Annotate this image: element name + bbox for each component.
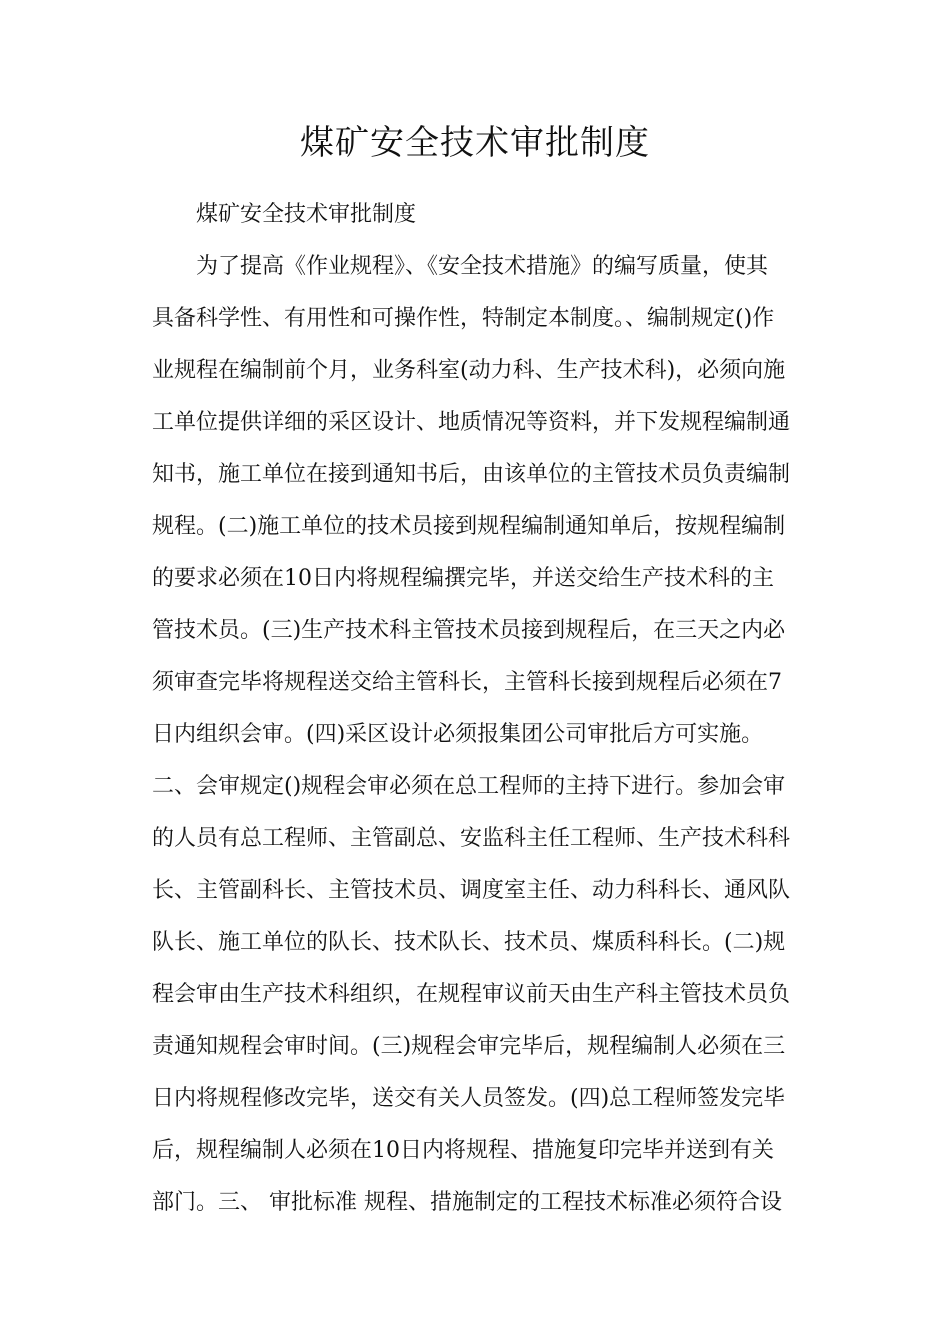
paragraph-line: 队长、施工单位的队长、技术队长、技术员、煤质科科长。(二)规 — [152, 930, 786, 955]
paragraph-line: 为了提高《作业规程》、《安全技术措施》的编写质量，使其 — [196, 254, 769, 279]
paragraph-line: 的人员有总工程师、主管副总、安监科主任工程师、生产技术科科 — [152, 826, 791, 851]
paragraph-line: 后，规程编制人必须在10日内将规程、措施复印完毕并送到有关 — [152, 1138, 774, 1163]
paragraph-line: 二、会审规定()规程会审必须在总工程师的主持下进行。参加会审 — [152, 774, 786, 799]
paragraph-line: 长、主管副科长、主管技术员、调度室主任、动力科科长、通风队 — [152, 878, 791, 903]
paragraph-line: 管技术员。(三)生产技术科主管技术员接到规程后，在三天之内必 — [152, 618, 786, 643]
paragraph-line: 工单位提供详细的采区设计、地质情况等资料，并下发规程编制通 — [152, 410, 791, 435]
paragraph-line: 日内将规程修改完毕，送交有关人员签发。(四)总工程师签发完毕 — [152, 1086, 786, 1111]
paragraph-line: 业规程在编制前个月，业务科室(动力科、生产技术科)，必须向施 — [152, 358, 786, 383]
paragraph-line: 须审查完毕将规程送交给主管科长，主管科长接到规程后必须在7 — [152, 670, 782, 695]
document-subtitle: 煤矿安全技术审批制度 — [196, 202, 417, 227]
paragraph-line: 程会审由生产技术科组织，在规程审议前天由生产科主管技术员负 — [152, 982, 791, 1007]
paragraph-line: 具备科学性、有用性和可操作性，特制定本制度。、编制规定()作 — [152, 306, 775, 331]
paragraph-line: 的要求必须在10日内将规程编撰完毕，并送交给生产技术科的主 — [152, 566, 774, 591]
document-title: 煤矿安全技术审批制度 — [300, 123, 650, 163]
paragraph-line: 知书，施工单位在接到通知书后，由该单位的主管技术员负责编制 — [152, 462, 791, 487]
paragraph-line: 责通知规程会审时间。(三)规程会审完毕后，规程编制人必须在三 — [152, 1034, 786, 1059]
paragraph-line: 规程。(二)施工单位的技术员接到规程编制通知单后，按规程编制 — [152, 514, 786, 539]
paragraph-line: 日内组织会审。(四)采区设计必须报集团公司审批后方可实施。 — [152, 722, 764, 747]
paragraph-line: 部门。三、 审批标准 规程、措施制定的工程技术标准必须符合设 — [152, 1190, 782, 1215]
